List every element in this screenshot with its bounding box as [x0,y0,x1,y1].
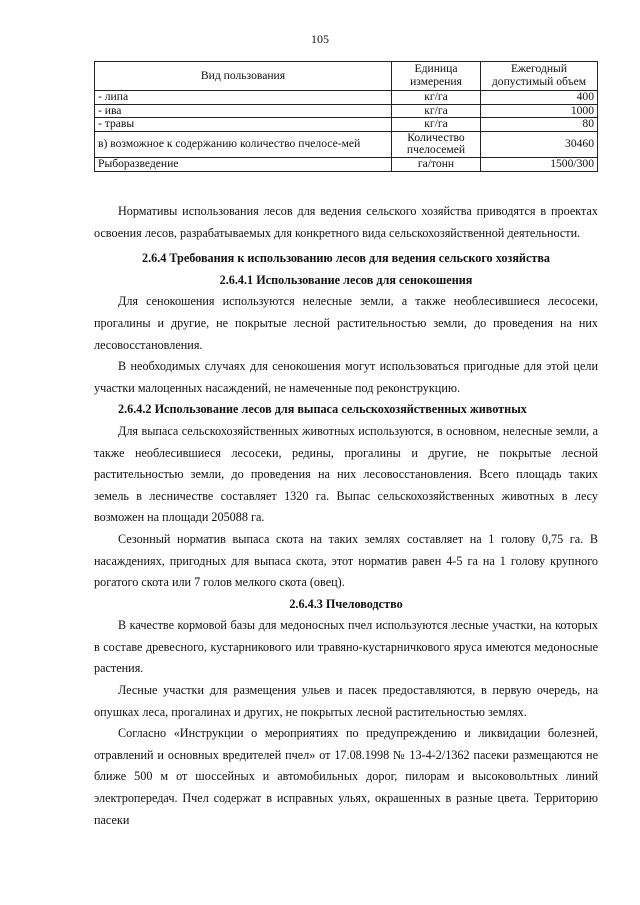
table-header-row [95,62,598,91]
header-unit: Единица измерения [392,62,481,91]
header-use: Вид пользования [95,62,392,91]
paragraph: Согласно «Инструкции о мероприятиях по предупреждению и ликвидации болезней, отравлений и основных вредителей пчел» от 17.08.1998 № 13-4-2/1362 пасеки размещаются не ближе 500 м от шоссейных и автомобильных дорог, пилорам и высоковольтных линий электропередач. Пчел содержат в исправных ульях, окрашенных в разные цвета. Территорию пасеки [94,726,598,827]
forest-use-table [94,61,598,172]
table-row [95,91,598,105]
paragraph: Для сенокошения используются нелесные земли, а также необлесившиеся лесосеки, прогалины и другие, не покрытые лесной растительностью земли, до проведения на них лесовосстановления. [94,294,598,352]
cell-use: в) возможное к содержанию количество пчелосе-мей [95,131,392,157]
document-body [94,201,598,831]
cell-volume: 1000 [481,104,598,118]
cell-volume: 30460 [481,131,598,157]
paragraph: В качестве кормовой базы для медоносных пчел используются лесные участки, на которых в составе древесного, кустарникового или травяно-кустарничкового яруса имеются медоносные растения. [94,618,598,676]
cell-use: - травы [95,118,392,132]
cell-use: - липа [95,91,392,105]
table-row [95,131,598,157]
page-number: 105 [311,32,329,46]
paragraph: Лесные участки для размещения ульев и пасек предоставляются, в первую очередь, на опушках леса, прогалинах и других, не покрытых лесной растительностью землях. [94,683,598,719]
cell-unit: кг/га [392,91,481,105]
cell-volume: 80 [481,118,598,132]
header-volume: Ежегодный допустимый объем [481,62,598,91]
cell-unit: кг/га [392,118,481,132]
paragraph: Для выпаса сельскохозяйственных животных используются, в основном, нелесные земли, а также необлесившиеся лесосеки, редины, прогалины и другие, не покрытые лесной растительностью земли, до проведения на них лесовосстановления. Всего площадь таких земель в лесничестве составляет 1320 га. Выпас сельскохозяйственных животных в лесу возможен на площади 205088 га. [94,423,598,525]
subsection-heading: 2.6.4.1 Использование лесов для сенокошения [219,272,473,287]
section-heading: 2.6.4 Требования к использованию лесов для ведения сельского хозяйства [141,251,551,266]
table-row [95,157,598,171]
cell-use: - ива [95,104,392,118]
paragraph: Нормативы использования лесов для ведения сельского хозяйства приводятся в проектах освоения лесов, разрабатываемых для конкретного вида сельскохозяйственной деятельности. [94,204,598,240]
subsection-heading: 2.6.4.3 Пчеловодство [289,596,403,611]
table-row [95,104,598,118]
cell-use: Рыборазведение [95,157,392,171]
paragraph: В необходимых случаях для сенокошения могут использоваться пригодные для этой цели участки малоценных насаждений, не намеченные под реконструкцию. [94,359,598,395]
cell-volume: 1500/300 [481,157,598,171]
cell-unit: Количество пчелосемей [392,131,481,157]
cell-unit: га/тонн [392,157,481,171]
table-row [95,118,598,132]
subsection-heading: 2.6.4.2 Использование лесов для выпаса сельскохозяйственных животных [118,402,527,417]
cell-unit: кг/га [392,104,481,118]
paragraph: Сезонный норматив выпаса скота на таких землях составляет на 1 голову 0,75 га. В насаждениях, пригодных для выпаса скота, этот норматив равен 4-5 га на 1 голову крупного рогатого скота или 7 голов мелкого скота (овец). [94,531,598,590]
cell-volume: 400 [481,91,598,105]
